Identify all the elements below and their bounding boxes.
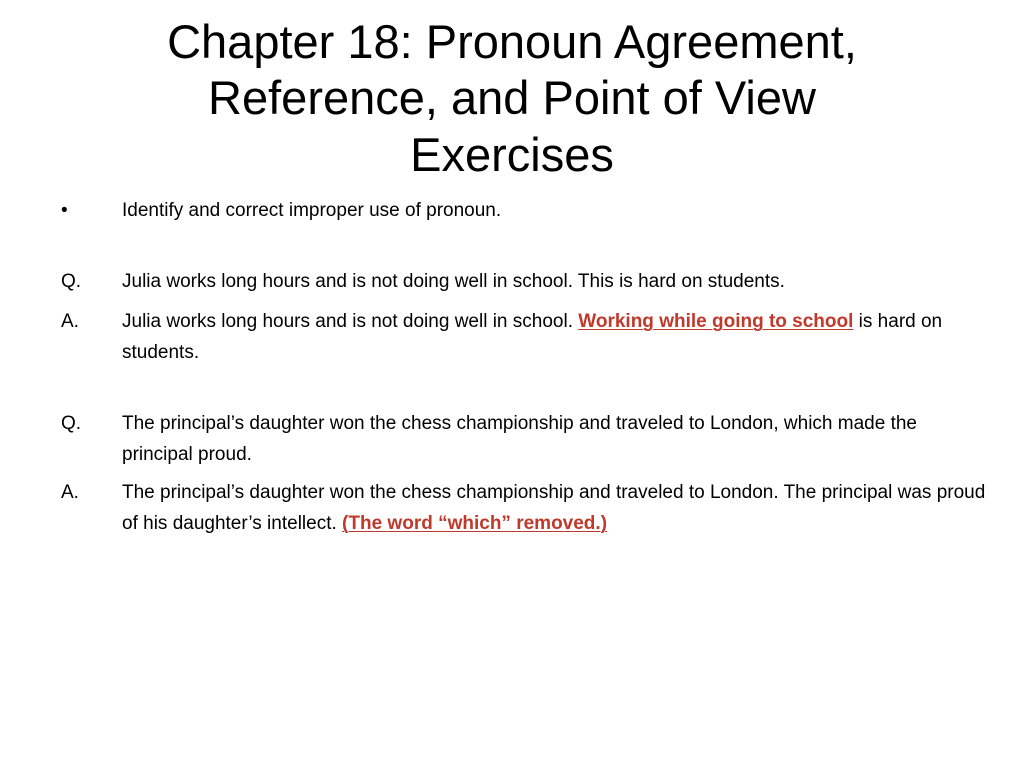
intro-bullet — [61, 195, 991, 226]
answer-correction: Working while going to school — [578, 311, 854, 332]
question-text: The principal’s daughter won the chess championship and traveled to London, which made the principal proud. — [122, 413, 917, 465]
exercise-2-question — [61, 408, 991, 470]
slide-title-line-3: Exercises — [410, 127, 614, 181]
slide-title-line-2: Reference, and Point of View — [208, 71, 816, 125]
intro-text: Identify and correct improper use of pronoun. — [122, 200, 502, 221]
answer-marker: A. — [61, 311, 79, 332]
bullet-marker: • — [61, 200, 68, 221]
answer-text-before: The principal’s daughter won the chess championship and traveled to London. The principal was proud of his daughter’s intellect. — [122, 482, 986, 534]
question-marker: Q. — [61, 271, 82, 292]
question-marker: Q. — [61, 413, 82, 434]
answer-text-before: Julia works long hours and is not doing well in school. — [122, 311, 579, 332]
exercise-1-question — [61, 266, 991, 297]
answer-marker: A. — [61, 482, 79, 503]
exercise-1-answer — [61, 306, 991, 368]
answer-text — [122, 477, 991, 539]
question-text: Julia works long hours and is not doing well in school. This is hard on students. — [122, 271, 785, 292]
answer-text — [122, 306, 991, 368]
exercise-2-answer — [61, 477, 991, 539]
slide-title-line-1: Chapter 18: Pronoun Agreement, — [167, 15, 857, 68]
answer-correction: (The word “which” removed.) — [342, 513, 608, 534]
answer-text-after: is hard on students. — [122, 311, 943, 363]
